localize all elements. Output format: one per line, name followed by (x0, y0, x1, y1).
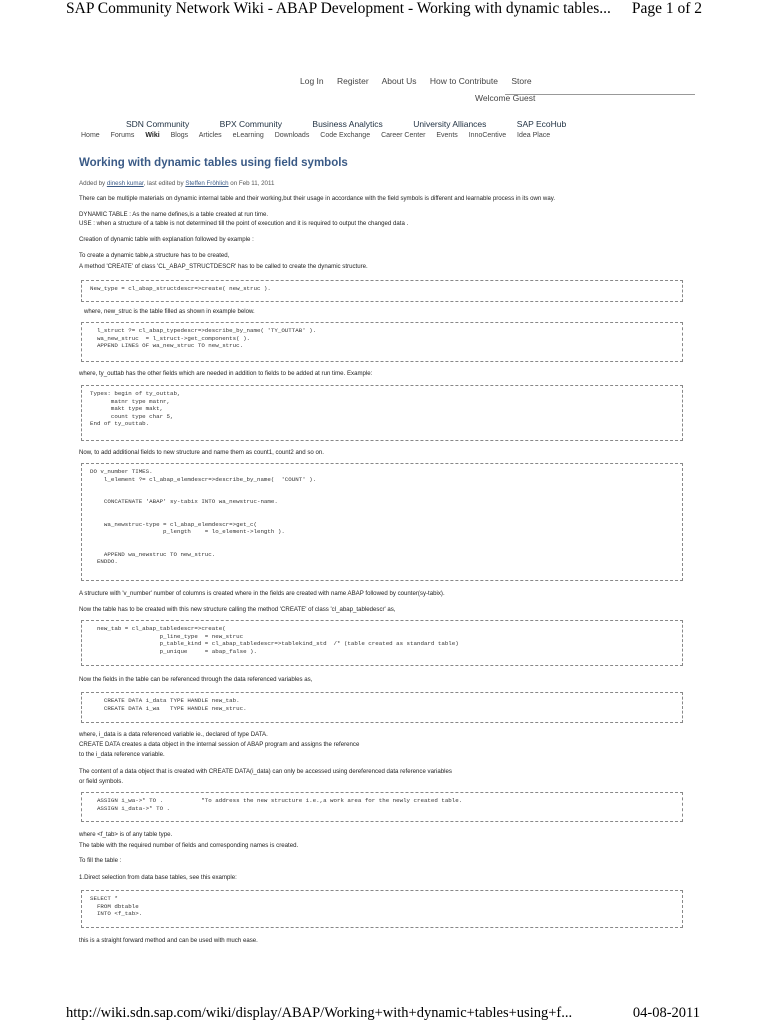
nav-university-alliances[interactable]: University Alliances (413, 119, 487, 129)
subnav-downloads[interactable]: Downloads (274, 132, 310, 139)
how-to-contribute-link[interactable]: How to Contribute (429, 76, 498, 86)
welcome-text: Welcome Guest (475, 93, 536, 103)
subnav-home[interactable]: Home (81, 132, 100, 139)
code-block: New_type = cl_abap_structdescr=>create( new_struc ). (81, 280, 683, 302)
author-link[interactable]: dinesh kumar (106, 180, 144, 187)
subnav-career-center[interactable]: Career Center (381, 132, 426, 139)
subnav-elearning[interactable]: eLearning (232, 132, 264, 139)
top-links (300, 76, 543, 86)
page-number: Page 1 of 2 (631, 0, 702, 17)
paragraph: where, ty_outtab has the other fields which are needed in addition to fields to be added at run time. Example: (79, 370, 373, 377)
nav-business-analytics[interactable]: Business Analytics (312, 119, 383, 129)
subnav-events[interactable]: Events (436, 132, 458, 139)
print-header (66, 0, 706, 22)
code-block: new_tab = cl_abap_tabledescr=>create( p_line_type = new_struc p_table_kind = cl_abap_tabledescr=>tablekind_std /* (table created as standard table) p_unique = abap_false ). (81, 620, 683, 666)
code-block: l_struct ?= cl_abap_typedescr=>describe_by_name( 'TY_OUTTAB' ). wa_new_struc = l_struct->get_components( ). APPEND LINES OF wa_new_struc TO new_struc. (81, 322, 683, 362)
paragraph: this is a straight forward method and can be used with much ease. (79, 937, 258, 944)
byline (79, 180, 274, 187)
paragraph: The table with the required number of fields and corresponding names is created. (79, 842, 299, 849)
page-title: Working with dynamic tables using field symbols (79, 157, 348, 169)
paragraph: 1.Direct selection from data base tables, see this example: (79, 874, 237, 881)
paragraph: To create a dynamic table,a structure has to be created, (79, 252, 230, 259)
paragraph: or field symbols. (79, 778, 124, 785)
subnav-forums[interactable]: Forums (110, 132, 135, 139)
byline-suffix: on Feb 11, 2011 (228, 180, 275, 187)
nav-sdn-community[interactable]: SDN Community (126, 119, 190, 129)
paragraph: Now the fields in the table can be referenced through the data referenced variables as, (79, 676, 313, 683)
code-block: CREATE DATA i_data TYPE HANDLE new_tab. CREATE DATA i_wa TYPE HANDLE new_struc. (81, 692, 683, 723)
print-footer (66, 1005, 706, 1025)
code-block: ASSIGN i_wa->* TO . "To address the new structure i.e.,a work area for the newly created table. ASSIGN i_data->* TO . (81, 792, 683, 822)
paragraph: Now, to add additional fields to new structure and name them as count1, count2 and so on. (79, 449, 324, 456)
main-nav (126, 119, 594, 129)
subnav-articles[interactable]: Articles (198, 132, 222, 139)
subnav-idea-place[interactable]: Idea Place (517, 132, 551, 139)
paragraph: where <f_tab> is of any table type. (79, 831, 173, 838)
paragraph: to the i_data reference variable. (79, 751, 165, 758)
editor-link[interactable]: Steffen Fröhlich (185, 180, 229, 187)
paragraph: There can be multiple materials on dynamic internal table and their working,but their usage in accordance with the field symbols is different and learnable process in its own way. (79, 195, 556, 202)
paragraph: where, new_struc is the table filled as shown in example below. (84, 308, 255, 315)
nav-bpx-community[interactable]: BPX Community (219, 119, 283, 129)
subnav-wiki[interactable]: Wiki (145, 132, 160, 139)
footer-url: http://wiki.sdn.sap.com/wiki/display/ABAP/Working+with+dynamic+tables+using+f... (66, 1005, 573, 1021)
store-link[interactable]: Store (511, 76, 532, 86)
paragraph: DYNAMIC TABLE : As the name defines,is a table created at run time. (79, 211, 269, 218)
code-block: SELECT * FROM dbtable INTO <f_tab>. (81, 890, 683, 928)
paragraph: A method 'CREATE' of class 'CL_ABAP_STRUCTDESCR' has to be called to create the dynamic structure. (79, 263, 368, 270)
paragraph: USE : when a structure of a table is not determined till the point of execution and it is required to output the changed data . (79, 220, 409, 227)
nav-sap-ecohub[interactable]: SAP EcoHub (516, 119, 567, 129)
paragraph: The content of a data object that is created with CREATE DATA(i_data) can only be accessed using dereferenced data reference variables (79, 768, 452, 775)
byline-prefix: Added by (79, 180, 107, 187)
subnav-blogs[interactable]: Blogs (170, 132, 189, 139)
paragraph: where, i_data is a data referenced variable ie., declared of type DATA. (79, 731, 268, 738)
footer-date: 04-08-2011 (632, 1005, 700, 1021)
paragraph: A structure with 'v_number' number of columns is created where in the fields are created with name ABAP followed by counter(sy-tabix). (79, 590, 445, 597)
print-header-title: SAP Community Network Wiki - ABAP Development - Working with dynamic tables... (66, 0, 611, 17)
byline-mid: , last edited by (143, 180, 186, 187)
sub-nav (81, 132, 559, 139)
about-us-link[interactable]: About Us (381, 76, 417, 86)
register-link[interactable]: Register (337, 76, 369, 86)
subnav-innocentive[interactable]: InnoCentive (468, 132, 507, 139)
subnav-code-exchange[interactable]: Code Exchange (320, 132, 371, 139)
paragraph: CREATE DATA creates a data object in the internal session of ABAP program and assigns the reference (79, 741, 360, 748)
login-link[interactable]: Log In (300, 76, 324, 86)
paragraph: Creation of dynamic table with explanation followed by example : (79, 236, 254, 243)
paragraph: Now the table has to be created with this new structure calling the method 'CREATE' of class 'cl_abap_tabledescr' as, (79, 606, 396, 613)
code-block: Types: begin of ty_outtab, matnr type matnr, makt type makt, count type char 5, End of ty_outtab. (81, 385, 683, 441)
paragraph: To fill the table : (79, 857, 122, 864)
code-block: DO v_number TIMES. l_element ?= cl_abap_elemdescr=>describe_by_name( 'COUNT' ). CONCATENATE 'ABAP' sy-tabix INTO wa_newstruc-name. wa_newstruc-type = cl_abap_elemdescr=>get_c( p_length = lo_element->length ). APPEND wa_newstruc TO new_struc. ENDDO. (81, 463, 683, 581)
